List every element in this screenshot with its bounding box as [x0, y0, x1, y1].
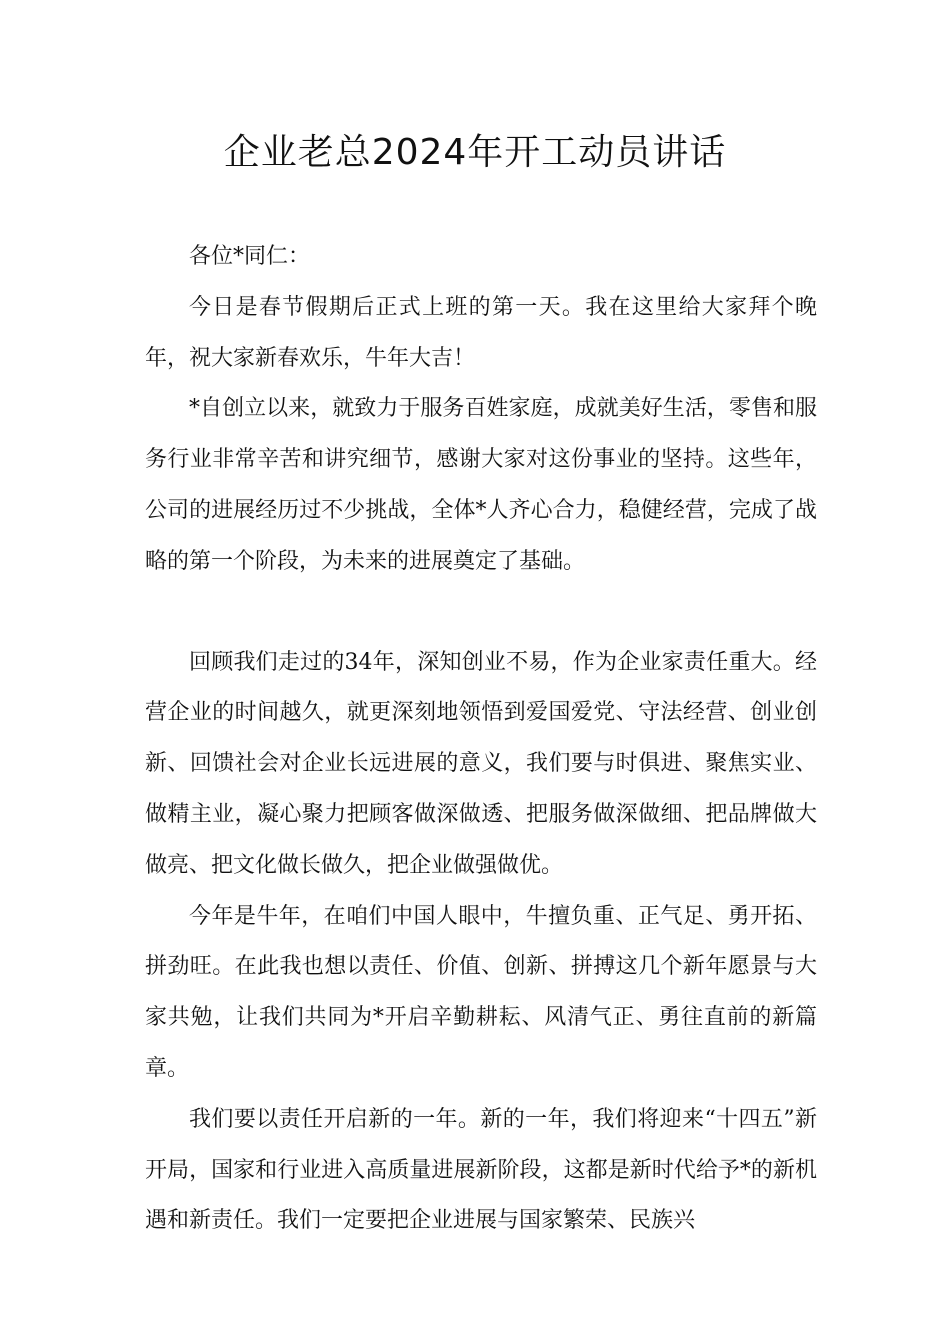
paragraph-2: *自创立以来，就致力于服务百姓家庭，成就美好生活，零售和服务行业非常辛苦和讲究细节，感谢大家对这份事业的坚持。这些年，公司的进展经历过不少挑战，全体*人齐心合力，稳健经营，完成了战略的第一个阶段，为未来的进展奠定了基础。 — [145, 396, 817, 574]
document-title: 企业老总2024年开工动员讲话 — [223, 132, 727, 173]
paragraph-1: 今日是春节假期后正式上班的第一天。我在这里给大家拜个晚年，祝大家新春欢乐，牛年大吉！ — [145, 294, 817, 371]
paragraph-3: 回顾我们走过的34年，深知创业不易，作为企业家责任重大。经营企业的时间越久，就更深刻地领悟到爱国爱党、守法经营、创业创新、回馈社会对企业长远进展的意义，我们要与时俱进、聚焦实业、做精主业，凝心聚力把顾客做深做透、把服务做深做细、把品牌做大做亮、把文化做长做久，把企业做强做优。 — [145, 649, 817, 878]
salutation: 各位*同仁： — [189, 244, 311, 269]
paragraph-5: 我们要以责任开启新的一年。新的一年，我们将迎来“十四五”新开局，国家和行业进入高质量进展新阶段，这都是新时代给予*的新机遇和新责任。我们一定要把企业进展与国家繁荣、民族兴 — [145, 1106, 817, 1234]
document-body — [145, 232, 817, 1247]
paragraph-4: 今年是牛年，在咱们中国人眼中，牛擅负重、正气足、勇开拓、拼劲旺。在此我也想以责任、价值、创新、拼搏这几个新年愿景与大家共勉，让我们共同为*开启辛勤耕耘、风清气正、勇往直前的新篇章。 — [145, 903, 817, 1081]
